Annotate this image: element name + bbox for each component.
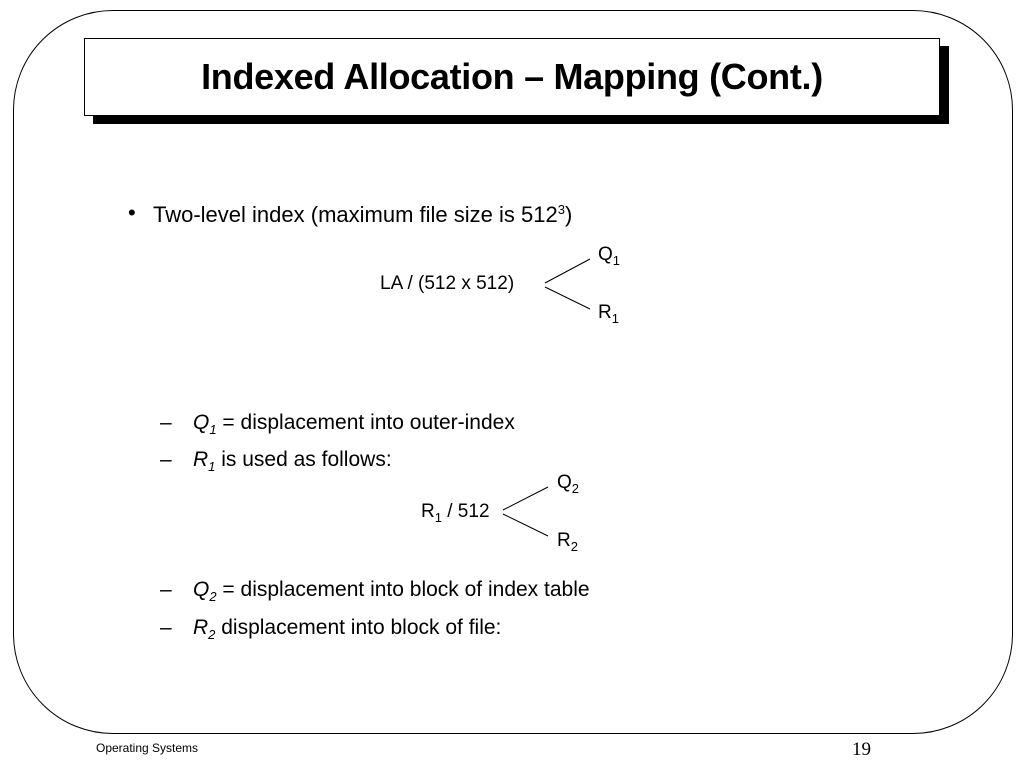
diagram2-lower-branch <box>503 514 548 536</box>
diagram2-upper-branch <box>503 487 548 510</box>
diagram1-lower-branch <box>545 287 590 309</box>
diagram1-upper-branch <box>545 259 590 283</box>
bullet-icon: • <box>128 200 136 225</box>
footer-course-name: Operating Systems <box>96 741 199 755</box>
diagram1-quotient: $Q_1$ <box>598 244 621 268</box>
bullet-text: Two-level index (maximum file size is $512^3$) <box>153 202 573 227</box>
page-title: Indexed Allocation – Mapping (Cont.) <box>201 56 823 97</box>
bullet-superscript: 3 <box>557 202 565 217</box>
diagram1-source: LA / (512 x 512) <box>380 273 515 294</box>
diagram2-remainder: $R_2$ <box>557 530 578 554</box>
diagram2-source: $R_1 / 512$ <box>421 501 490 525</box>
footer-page-number: 19 <box>852 739 871 760</box>
diagram1-remainder: $R_1$ <box>598 302 619 326</box>
diagram2-quotient: $Q_2$ <box>557 472 580 496</box>
